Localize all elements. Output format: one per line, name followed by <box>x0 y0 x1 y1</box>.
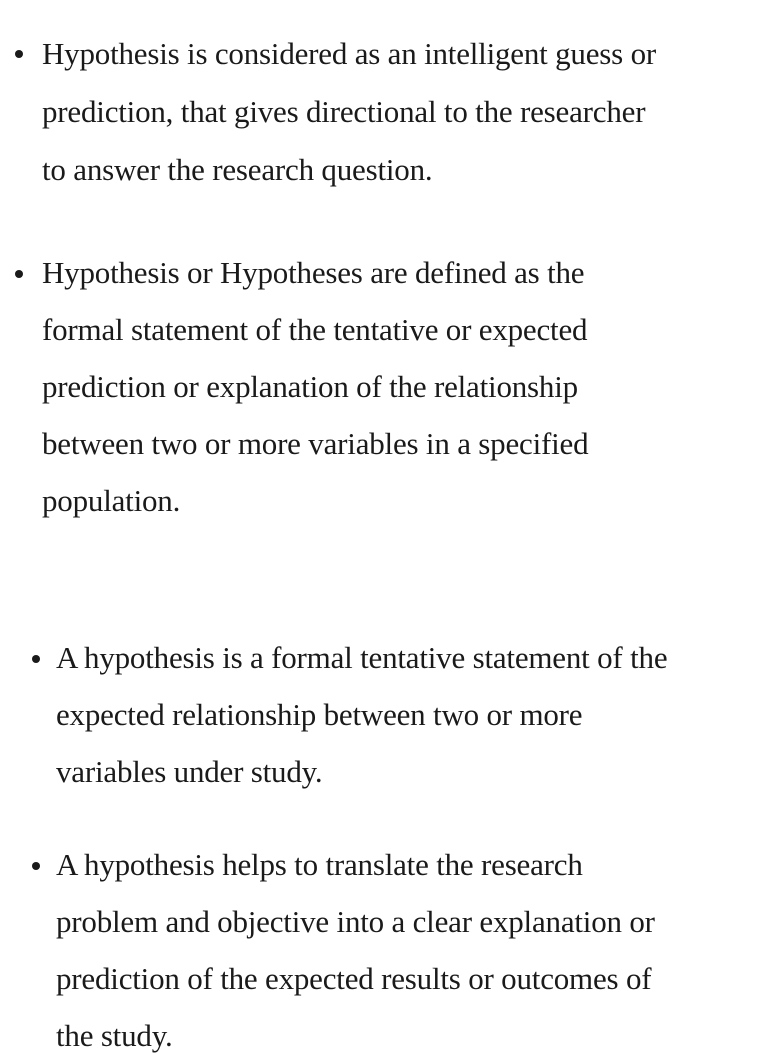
bullet-line: Hypothesis is considered as an intelligent guess or <box>42 36 656 71</box>
bullet-line: problem and objective into a clear explanation or <box>56 904 655 939</box>
bullet-line: between two or more variables in a specified <box>42 426 589 461</box>
bullet-line: population. <box>42 483 181 518</box>
bullet-line: formal statement of the tentative or expected <box>42 312 588 347</box>
bullet-line: to answer the research question. <box>42 152 433 187</box>
bullet-line: prediction of the expected results or outcomes of <box>56 961 652 996</box>
bullet-line: A hypothesis helps to translate the research <box>56 847 583 882</box>
bullet-line: variables under study. <box>56 754 323 789</box>
bullet-line: prediction or explanation of the relationship <box>42 369 578 404</box>
bullet-line: prediction, that gives directional to the researcher <box>42 94 646 129</box>
bullet-line: A hypothesis is a formal tentative statement of the <box>56 640 668 675</box>
bullet-line: Hypothesis or Hypotheses are defined as the <box>42 255 585 290</box>
bullet-line: expected relationship between two or more <box>56 697 583 732</box>
bullet-line: the study. <box>56 1018 173 1053</box>
bullet-dot-icon <box>32 862 40 870</box>
